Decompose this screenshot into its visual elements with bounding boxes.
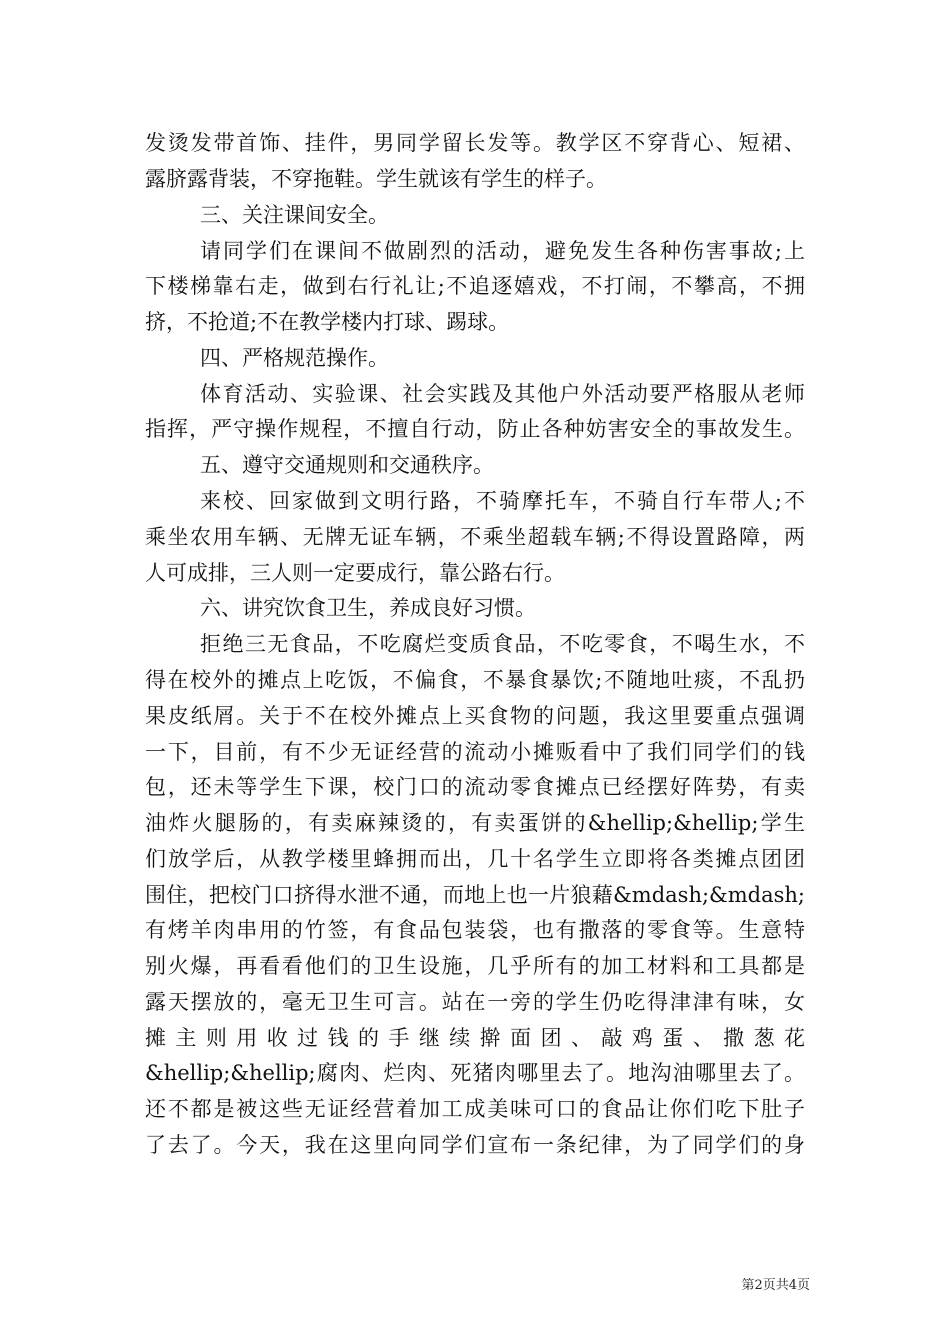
text-line: 乘坐农用车辆、无牌无证车辆，不乘坐超载车辆;不得设置路障，两: [145, 525, 805, 549]
text-line: 一下，目前，有不少无证经营的流动小摊贩看中了我们同学们的钱: [145, 740, 805, 764]
text-line: 有烤羊肉串用的竹签，有食品包装袋，也有撒落的零食等。生意特: [145, 918, 805, 942]
text-line: 围住，把校门口挤得水泄不通，而地上也一片狼藉&mdash;&mdash;: [145, 883, 805, 907]
text-line: 指挥，严守操作规程，不擅自行动，防止各种妨害安全的事故发生。: [145, 417, 805, 441]
text-line: 挤，不抢道;不在教学楼内打球、踢球。: [145, 310, 510, 334]
text-line: 露天摆放的，毫无卫生可言。站在一旁的学生仍吃得津津有味，女: [145, 990, 805, 1014]
text-line: 体育活动、实验课、社会实践及其他户外活动要严格服从老师: [200, 382, 805, 406]
text-line: 请同学们在课间不做剧烈的活动，避免发生各种伤害事故;上: [200, 239, 805, 263]
text-line: 包，还未等学生下课，校门口的流动零食摊点已经摆好阵势，有卖: [145, 775, 805, 799]
text-line: 别火爆，再看看他们的卫生设施，几乎所有的加工材料和工具都是: [145, 954, 805, 978]
section-heading: 三、关注课间安全。: [200, 203, 389, 227]
text-line: 拒绝三无食品，不吃腐烂变质食品，不吃零食，不喝生水，不: [200, 632, 805, 656]
page-number: 第2页共4页: [741, 1278, 810, 1293]
text-line: 发烫发带首饰、挂件，男同学留长发等。教学区不穿背心、短裙、: [145, 131, 805, 155]
section-heading: 四、严格规范操作。: [200, 346, 389, 370]
text-line: 露脐露背装，不穿拖鞋。学生就该有学生的样子。: [145, 167, 607, 191]
text-line: 来校、回家做到文明行路，不骑摩托车，不骑自行车带人;不: [200, 489, 805, 513]
text-line: &hellip;&hellip;腐肉、烂肉、死猪肉哪里去了。地沟油哪里去了。: [145, 1061, 805, 1085]
section-heading: 六、讲究饮食卫生，养成良好习惯。: [200, 596, 536, 620]
text-line: 下楼梯靠右走，做到右行礼让;不追逐嬉戏，不打闹，不攀高，不拥: [145, 274, 805, 298]
text-line: 了去了。今天，我在这里向同学们宣布一条纪律，为了同学们的身: [145, 1133, 805, 1157]
text-line: 果皮纸屑。关于不在校外摊点上买食物的问题，我这里要重点强调: [145, 704, 805, 728]
text-line: 得在校外的摊点上吃饭，不偏食，不暴食暴饮;不随地吐痰，不乱扔: [145, 668, 805, 692]
text-line: 人可成排，三人则一定要成行，靠公路右行。: [145, 561, 565, 585]
text-line: 们放学后，从教学楼里蜂拥而出，几十名学生立即将各类摊点团团: [145, 847, 805, 871]
text-line: 还不都是被这些无证经营着加工成美味可口的食品让你们吃下肚子: [145, 1097, 805, 1121]
text-line: 摊主则用收过钱的手继续擀面团、敲鸡蛋、撒葱花: [145, 1026, 805, 1050]
section-heading: 五、遵守交通规则和交通秩序。: [200, 453, 494, 477]
text-line: 油炸火腿肠的，有卖麻辣烫的，有卖蛋饼的&hellip;&hellip;学生: [145, 811, 805, 835]
